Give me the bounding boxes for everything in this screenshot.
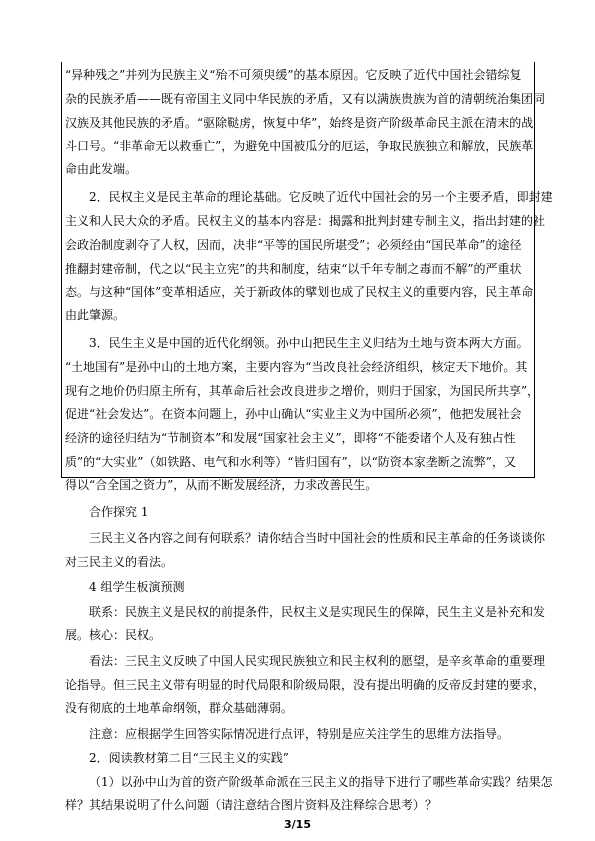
- connection-line: 展。核心：民权。: [65, 628, 162, 642]
- body-line: 汉族及其他民族的矛盾。“驱除鞑虏，恢复中华”，始终是资产阶级革命民主派在清末的战: [65, 116, 534, 130]
- body-line: 命由此发端。: [65, 162, 138, 176]
- body-line: 得以“合全国之资力”，从而不断发展经济，力求改善民生。: [65, 478, 378, 492]
- page-number: 3/15: [284, 818, 311, 831]
- subquestion-line: 样？其结果说明了什么问题（请注意结合图片资料及注释综合思考）？: [65, 798, 438, 812]
- body-line: 由此肇源。: [65, 308, 126, 322]
- view-line: 论指导。但三民主义带有明显的时代局限和阶级局限，没有提出明确的反帝反封建的要求，: [65, 678, 546, 692]
- body-line: 态。与这种“国体”变革相适应，关于新政体的擘划也成了民权主义的重要内容，民主革命: [65, 285, 534, 299]
- group-label: 4 组学生板演预测: [89, 580, 185, 594]
- inquiry-heading: 合作探究 1: [89, 505, 149, 519]
- body-line: 3．民生主义是中国的近代化纲领。孙中山把民生主义归结为土地与资本两大方面。: [89, 336, 529, 350]
- question-line: 对三民主义的看法。: [65, 555, 174, 569]
- connection-line: 联系：民族主义是民权的前提条件，民权主义是实现民生的保障，民生主义是补充和发: [89, 605, 546, 619]
- body-line: 推翻封建帝制，代之以“民主立宪”的共和制度，结束“以千年专制之毒而不解”的严重状: [65, 262, 522, 276]
- body-line: 主义和人民大众的矛盾。民权主义的基本内容是：揭露和批判封建专制主义，指出封建的社: [65, 214, 546, 228]
- body-line: 斗口号。“非革命无以救垂亡”，为避免中国被瓜分的厄运，争取民族独立和解放，民族革: [65, 139, 534, 153]
- body-line: 杂的民族矛盾——既有帝国主义同中华民族的矛盾，又有以满族贵族为首的清朝统治集团同: [65, 92, 546, 106]
- body-line: 2．民权主义是民主革命的理论基础。它反映了近代中国社会的另一个主要矛盾，即封建: [89, 190, 553, 204]
- body-line: 会政治制度剥夺了人权，因而，决非“平等的国民所堪受”；必须经由“国民革命”的途径: [65, 238, 522, 252]
- body-line: 现有之地价仍归原主所有，其革命后社会改良进步之增价，则归于国家，为国民所共享”，: [65, 384, 540, 398]
- body-line: 经济的途径归结为“节制资本”和发展“国家社会主义”，即将“不能委诸个人及有独占性: [65, 431, 516, 445]
- subquestion-line: （1）以孙中山为首的资产阶级革命派在三民主义的指导下进行了哪些革命实践？结果怎: [89, 775, 553, 789]
- body-line: 质”的“大实业”（如铁路、电气和水利等）“皆归国有”，以“防资本家垄断之流弊”，又: [65, 455, 516, 469]
- question-line: 三民主义各内容之间有何联系？请你结合当时中国社会的性质和民主革命的任务谈谈你: [89, 531, 546, 545]
- note-line: 注意：应根据学生回答实际情况进行点评，特别是应关注学生的思维方法指导。: [89, 727, 510, 741]
- reading-heading: 2．阅读教材第二目“三民主义的实践”: [89, 751, 289, 765]
- body-line: 促进“社会发达”。在资本问题上，孙中山确认“实业主义为中国所必须”，他把发展社会: [65, 407, 522, 421]
- view-line: 没有彻底的土地革命纲领，群众基础薄弱。: [65, 701, 294, 715]
- view-line: 看法：三民主义反映了中国人民实现民族独立和民主权利的愿望，是辛亥革命的重要理: [89, 654, 546, 668]
- body-line: “异种残之”并列为民族主义“殆不可须臾缓”的基本原因。它反映了近代中国社会错综复: [65, 68, 522, 82]
- body-line: “土地国有”是孙中山的土地方案，主要内容为“当改良社会经济组织，核定天下地价。其: [65, 360, 528, 374]
